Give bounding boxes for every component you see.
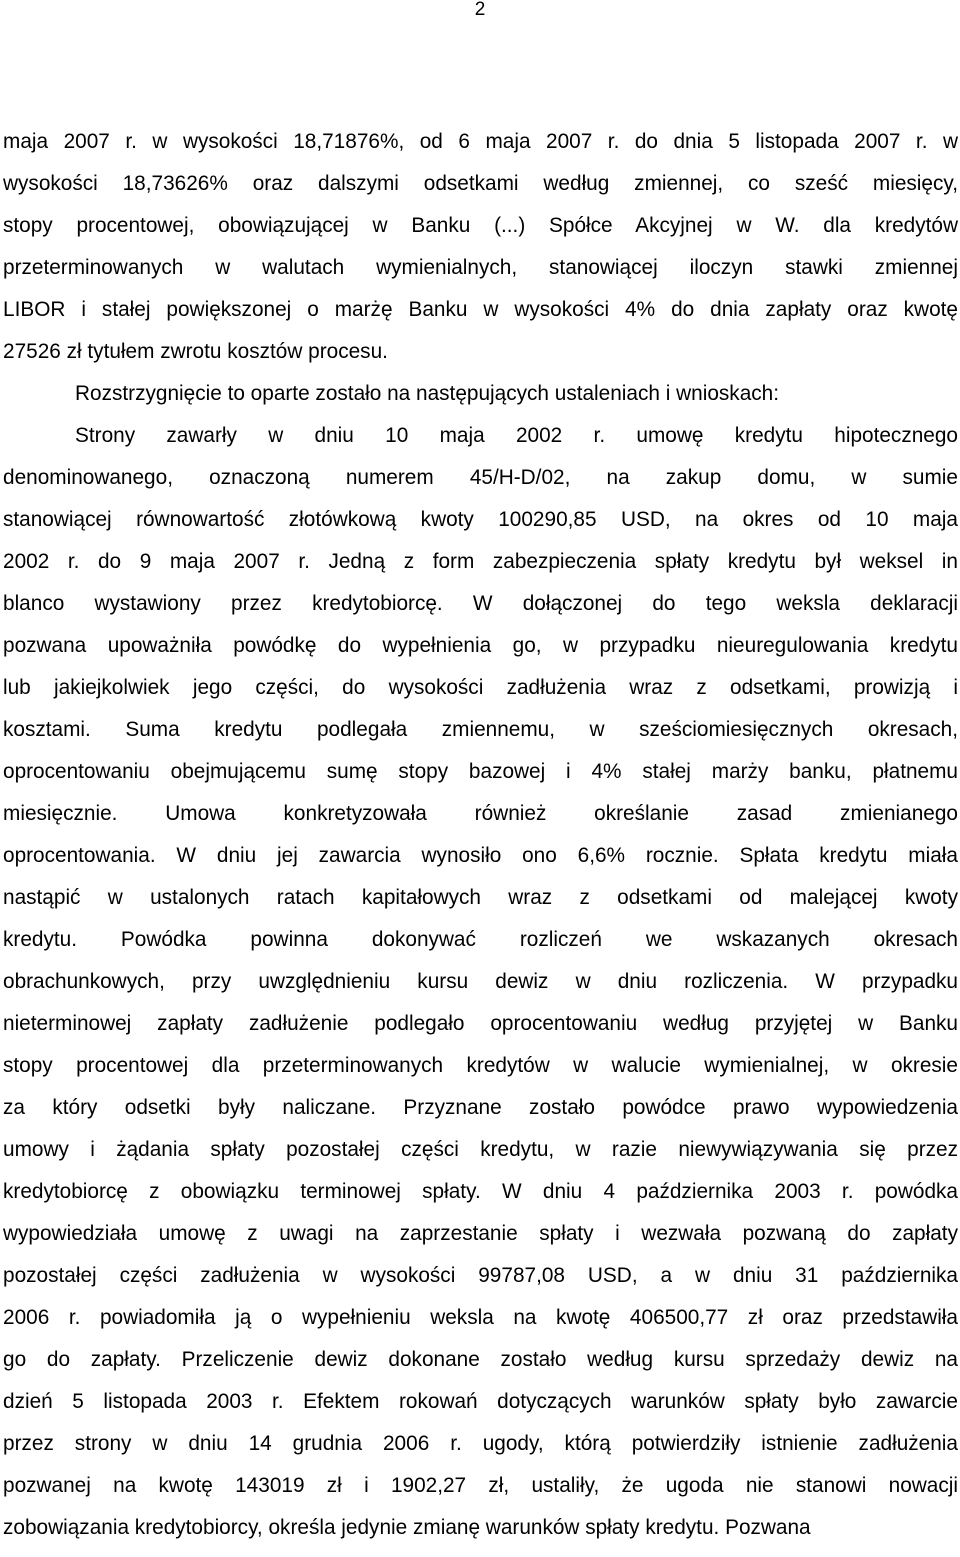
text-line: wysokości 18,73626% oraz dalszymi odsetkami według zmiennej, co sześć miesięcy, [3, 172, 958, 195]
text-line: stopy procentowej, obowiązującej w Banku (...) Spółce Akcyjnej w W. dla kredytów [3, 214, 958, 237]
text-line: pozwanej na kwotę 143019 zł i 1902,27 zł, ustaliły, że ugoda nie stanowi nowacji [3, 1474, 958, 1497]
text-line: oprocentowania. W dniu jej zawarcia wynosiło ono 6,6% rocznie. Spłata kredytu miała [3, 844, 958, 867]
text-line: oprocentowaniu obejmującemu sumę stopy bazowej i 4% stałej marży banku, płatnemu [3, 760, 958, 783]
text-line: przeterminowanych w walutach wymienialnych, stanowiącej iloczyn stawki zmiennej [3, 256, 958, 279]
paragraph-reasoning-intro [3, 373, 958, 415]
text-line: przez strony w dniu 14 grudnia 2006 r. ugody, którą potwierdziły istnienie zadłużenia [3, 1432, 958, 1455]
page-number: 2 [474, 0, 486, 20]
text-line: denominowanego, oznaczoną numerem 45/H-D/02, na zakup domu, w sumie [3, 466, 958, 489]
text-line: lub jakiejkolwiek jego części, do wysokości zadłużenia wraz z odsetkami, prowizją i [3, 676, 958, 699]
text-line: kosztami. Suma kredytu podlegała zmiennemu, w sześciomiesięcznych okresach, [3, 718, 958, 741]
text-line: 27526 zł tytułem zwrotu kosztów procesu. [3, 340, 388, 363]
text-line: blanco wystawiony przez kredytobiorcę. W dołączonej do tego weksla deklaracji [3, 592, 958, 615]
text-line: wypowiedziała umowę z uwagi na zaprzestanie spłaty i wezwała pozwaną do zapłaty [3, 1222, 958, 1245]
text-line: miesięcznie. Umowa konkretyzowała również określanie zasad zmienianego [3, 802, 958, 825]
text-line: obrachunkowych, przy uwzględnieniu kursu dewiz w dniu rozliczenia. W przypadku [3, 970, 958, 993]
text-line: maja 2007 r. w wysokości 18,71876%, od 6 maja 2007 r. do dnia 5 listopada 2007 r. w [3, 130, 958, 153]
text-line: 2006 r. powiadomiła ją o wypełnieniu weksla na kwotę 406500,77 zł oraz przedstawiła [3, 1306, 958, 1329]
text-line: nastąpić w ustalonych ratach kapitałowych wraz z odsetkami od malejącej kwoty [3, 886, 958, 909]
text-line: stanowiącej równowartość złotówkową kwoty 100290,85 USD, na okres od 10 maja [3, 508, 958, 531]
text-line: Rozstrzygnięcie to oparte zostało na następujących ustaleniach i wnioskach: [75, 382, 780, 405]
text-line: umowy i żądania spłaty pozostałej części kredytu, w razie niewywiązywania się przez [3, 1138, 958, 1161]
text-line: dzień 5 listopada 2003 r. Efektem rokowań dotyczących warunków spłaty było zawarcie [3, 1390, 958, 1413]
text-line: LIBOR i stałej powiększonej o marżę Banku w wysokości 4% do dnia zapłaty oraz kwotę [3, 298, 958, 321]
paragraph-findings [3, 415, 958, 1549]
text-line: go do zapłaty. Przeliczenie dewiz dokonane zostało według kursu sprzedaży dewiz na [3, 1348, 958, 1371]
text-line: kredytobiorcę z obowiązku terminowej spłaty. W dniu 4 października 2003 r. powódka [3, 1180, 958, 1203]
paragraph-judgment-continuation [3, 121, 958, 373]
document-body [3, 121, 958, 1549]
text-line: 2002 r. do 9 maja 2007 r. Jedną z form zabezpieczenia spłaty kredytu był weksel in [3, 550, 958, 573]
text-line: Strony zawarły w dniu 10 maja 2002 r. umowę kredytu hipotecznego [75, 424, 958, 447]
text-line: stopy procentowej dla przeterminowanych kredytów w walucie wymienialnej, w okresie [3, 1054, 958, 1077]
text-line: pozostałej części zadłużenia w wysokości 99787,08 USD, a w dniu 31 października [3, 1264, 958, 1287]
text-line: zobowiązania kredytobiorcy, określa jedynie zmianę warunków spłaty kredytu. Pozwana [3, 1516, 811, 1539]
text-line: za który odsetki były naliczane. Przyznane zostało powódce prawo wypowiedzenia [3, 1096, 958, 1119]
text-line: pozwana upoważniła powódkę do wypełnienia go, w przypadku nieuregulowania kredytu [3, 634, 958, 657]
text-line: nieterminowej zapłaty zadłużenie podlegało oprocentowaniu według przyjętej w Banku [3, 1012, 958, 1035]
text-line: kredytu. Powódka powinna dokonywać rozliczeń we wskazanych okresach [3, 928, 958, 951]
